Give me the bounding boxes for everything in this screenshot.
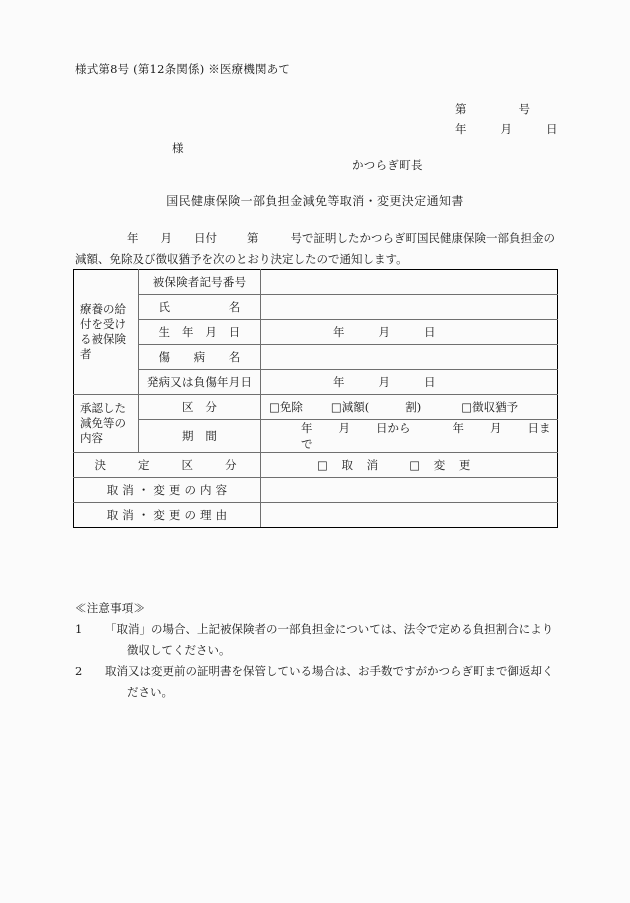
- table-row: [74, 295, 558, 320]
- onset-day-label: 日: [424, 375, 436, 389]
- cancellation-change-content-value[interactable]: [261, 478, 558, 503]
- document-number-line: [455, 99, 558, 119]
- onset-date-value[interactable]: [261, 370, 558, 395]
- checkbox-icon: □: [317, 458, 333, 472]
- approved-kubun-label: 区 分: [139, 395, 261, 420]
- note-line-2: ださい。: [127, 685, 173, 699]
- note-line-2: 徴収してください。: [127, 643, 231, 657]
- notes-heading: ≪注意事項≫: [75, 601, 146, 615]
- date-day-label: 日: [546, 122, 558, 136]
- intro-day-label: 日付: [194, 231, 217, 245]
- decision-form-table: [73, 269, 558, 528]
- cancellation-change-reason-label: 取 消 ・ 変 更 の 理 由: [74, 503, 261, 528]
- checkbox-reduction[interactable]: [331, 399, 369, 415]
- kikan-to-month: 月: [490, 421, 502, 435]
- checkbox-collection-deferral[interactable]: [461, 399, 518, 415]
- table-row: [74, 453, 558, 478]
- insured-section-label: 療養の給付を受ける被保険者: [74, 270, 139, 395]
- checkbox-change[interactable]: [409, 458, 475, 472]
- checkbox-exemption-label: 免除: [279, 400, 303, 414]
- insured-symbol-number-value[interactable]: [261, 270, 558, 295]
- form-code: 様式第8号 (第12条関係) ※医療機関あて: [75, 62, 291, 76]
- intro-number-prefix: 第: [247, 231, 259, 245]
- kikan-from-year: 年: [301, 421, 313, 435]
- table-row: [74, 345, 558, 370]
- kikan-from-month: 月: [338, 421, 350, 435]
- document-date-line: [455, 119, 558, 139]
- illness-name-value[interactable]: [261, 345, 558, 370]
- issuer-name: かつらぎ町長: [352, 158, 423, 172]
- decision-kubun-options: [261, 453, 558, 478]
- note-text: [97, 661, 565, 703]
- intro-paragraph: [75, 228, 559, 270]
- onset-date-label: 発病又は負傷年月日: [139, 370, 261, 395]
- document-number-block: [455, 99, 558, 139]
- table-row: [74, 395, 558, 420]
- approved-kikan-label: 期 間: [139, 420, 261, 453]
- intro-month-label: 月: [160, 231, 172, 245]
- illness-name-label: 傷 病 名: [139, 345, 261, 370]
- insured-birthdate-label: 生 年 月 日: [139, 320, 261, 345]
- number-suffix-label: 号: [518, 102, 530, 116]
- notes-section: [75, 598, 565, 703]
- approved-kikan-value[interactable]: [261, 420, 558, 453]
- checkbox-reduction-label: 減額(: [341, 400, 370, 414]
- onset-month-label: 月: [378, 375, 390, 389]
- insured-name-value[interactable]: [261, 295, 558, 320]
- onset-year-label: 年: [333, 375, 345, 389]
- date-month-label: 月: [500, 122, 512, 136]
- birthdate-year-label: 年: [333, 325, 345, 339]
- note-number: 1: [75, 622, 83, 636]
- decision-kubun-label: 決 定 区 分: [74, 453, 261, 478]
- checkbox-icon: □: [461, 400, 473, 414]
- cancellation-change-content-label: 取 消 ・ 変 更 の 内 容: [74, 478, 261, 503]
- table-row: [74, 478, 558, 503]
- note-line-1: 取消又は変更前の証明書を保管している場合は、お手数ですがかつらぎ町まで御返却く: [105, 664, 554, 678]
- note-text: [97, 619, 565, 661]
- checkbox-icon: □: [269, 400, 280, 414]
- kikan-to-year: 年: [452, 421, 464, 435]
- table-row: [74, 270, 558, 295]
- list-item: [75, 661, 565, 703]
- table-row: [74, 370, 558, 395]
- table-row: [74, 420, 558, 453]
- kikan-to-day: 日まで: [301, 421, 551, 451]
- checkbox-change-label: 変 更: [433, 458, 476, 472]
- insured-symbol-number-label: 被保険者記号番号: [139, 270, 261, 295]
- page-title: 国民健康保険一部負担金減免等取消・変更決定通知書: [166, 194, 464, 208]
- date-year-label: 年: [455, 122, 467, 136]
- note-number: 2: [75, 664, 83, 678]
- insured-name-label: 氏 名: [139, 295, 261, 320]
- list-item: [75, 619, 565, 661]
- birthdate-month-label: 月: [378, 325, 390, 339]
- approved-section-label: 承認した減免等の内容: [74, 395, 139, 453]
- birthdate-day-label: 日: [424, 325, 436, 339]
- cancellation-change-reason-value[interactable]: [261, 503, 558, 528]
- intro-text-tail: 号で証明したかつらぎ町国民健康保険一部負担金の: [290, 231, 555, 245]
- insured-birthdate-value[interactable]: [261, 320, 558, 345]
- checkbox-cancellation[interactable]: [317, 458, 383, 472]
- note-line-1: 「取消」の場合、上記被保険者の一部負担金については、法令で定める負担割合により: [105, 622, 554, 636]
- checkbox-exemption[interactable]: [269, 399, 303, 415]
- table-row: [74, 320, 558, 345]
- number-prefix-label: 第: [455, 102, 467, 116]
- approved-kubun-options: [261, 395, 558, 420]
- intro-line-2: 減額、免除及び徴収猶予を次のとおり決定したので通知します。: [75, 252, 408, 266]
- checkbox-icon: □: [409, 458, 426, 472]
- checkbox-icon: □: [330, 400, 342, 414]
- kikan-from-day: 日から: [376, 421, 411, 435]
- reduction-rate-suffix: 割): [405, 400, 422, 414]
- intro-year-label: 年: [127, 231, 139, 245]
- table-row: [74, 503, 558, 528]
- checkbox-collection-deferral-label: 徴収猶予: [472, 400, 519, 414]
- checkbox-cancellation-label: 取 消: [341, 458, 384, 472]
- addressee-suffix: 様: [172, 141, 184, 155]
